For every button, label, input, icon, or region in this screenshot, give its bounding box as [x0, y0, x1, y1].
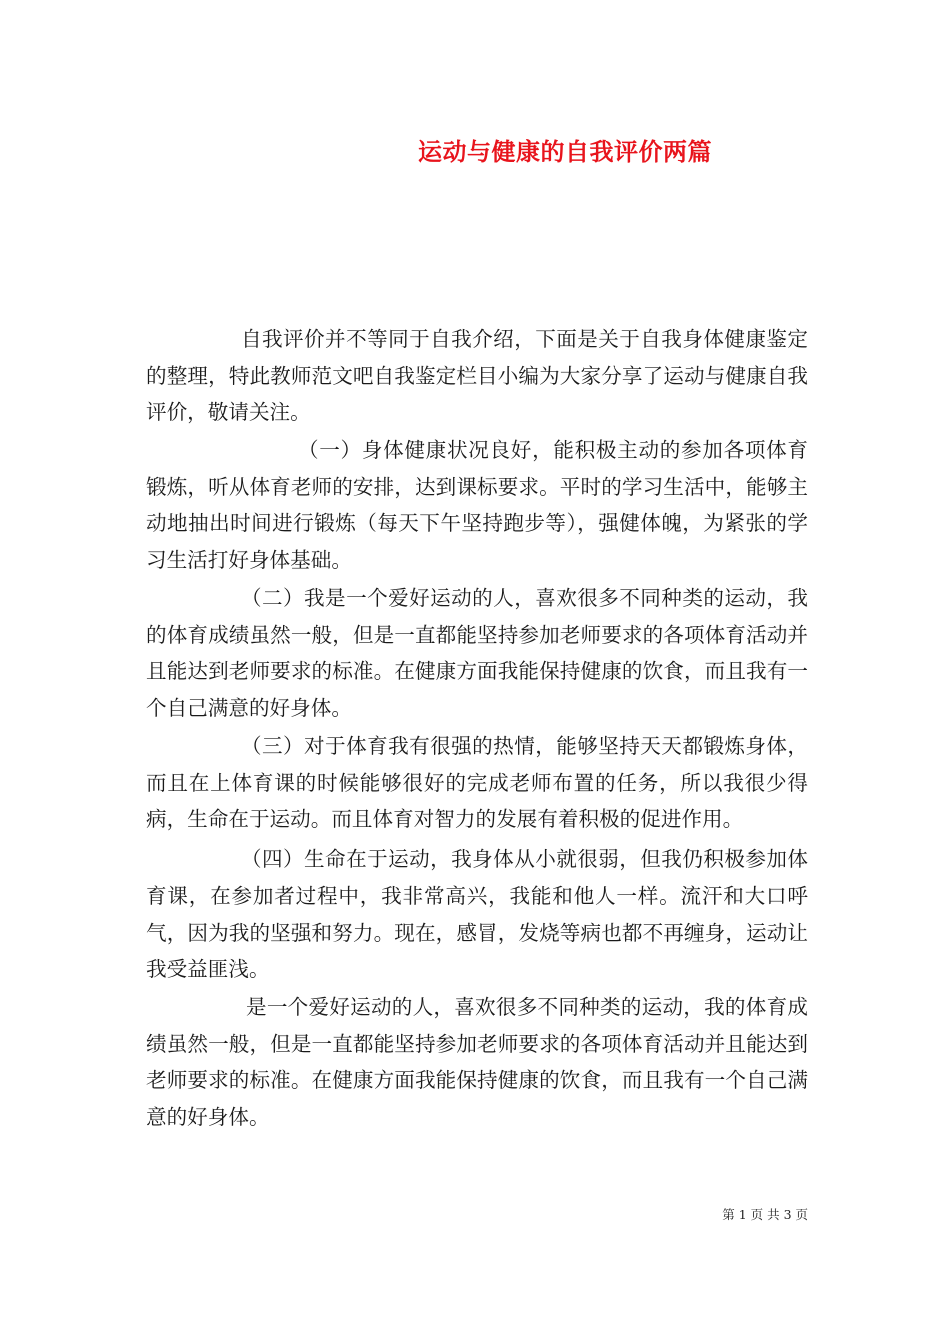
paragraph-section-4: （四）生命在于运动，我身体从小就很弱，但我仍积极参加体育课，在参加者过程中，我非常高兴，我能和他人一样。流汗和大口呼气，因为我的坚强和努力。现在，感冒，发烧等病也都不再缠身，运动让我受益匪浅。	[146, 847, 808, 982]
document-title: 运动与健康的自我评价两篇	[418, 137, 712, 166]
document-body	[146, 321, 808, 1137]
paragraph-closing: 是一个爱好运动的人，喜欢很多不同种类的运动，我的体育成绩虽然一般，但是一直都能坚持参加老师要求的各项体育活动并且能达到老师要求的标准。在健康方面我能保持健康的饮食，而且我有一个自己满意的好身体。	[146, 995, 808, 1129]
paragraph-section-1: （一）身体健康状况良好，能积极主动的参加各项体育锻炼，听从体育老师的安排，达到课标要求。平时的学习生活中，能够主动地抽出时间进行锻炼（每天下午坚持跑步等），强健体魄，为紧张的学习生活打好身体基础。	[146, 438, 808, 573]
paragraph-intro: 自我评价并不等同于自我介绍，下面是关于自我身体健康鉴定的整理，特此教师范文吧自我鉴定栏目小编为大家分享了运动与健康自我评价，敬请关注。	[146, 327, 808, 425]
page-number-footer: 第 1 页 共 3 页	[722, 1207, 808, 1222]
paragraph-section-2: （二）我是一个爱好运动的人，喜欢很多不同种类的运动，我的体育成绩虽然一般，但是一直都能坚持参加老师要求的各项体育活动并且能达到老师要求的标准。在健康方面我能保持健康的饮食，而且我有一个自己满意的好身体。	[146, 586, 808, 720]
paragraph-section-3: （三）对于体育我有很强的热情，能够坚持天天都锻炼身体，而且在上体育课的时候能够很好的完成老师布置的任务，所以我很少得病，生命在于运动。而且体育对智力的发展有着积极的促进作用。	[146, 734, 808, 832]
